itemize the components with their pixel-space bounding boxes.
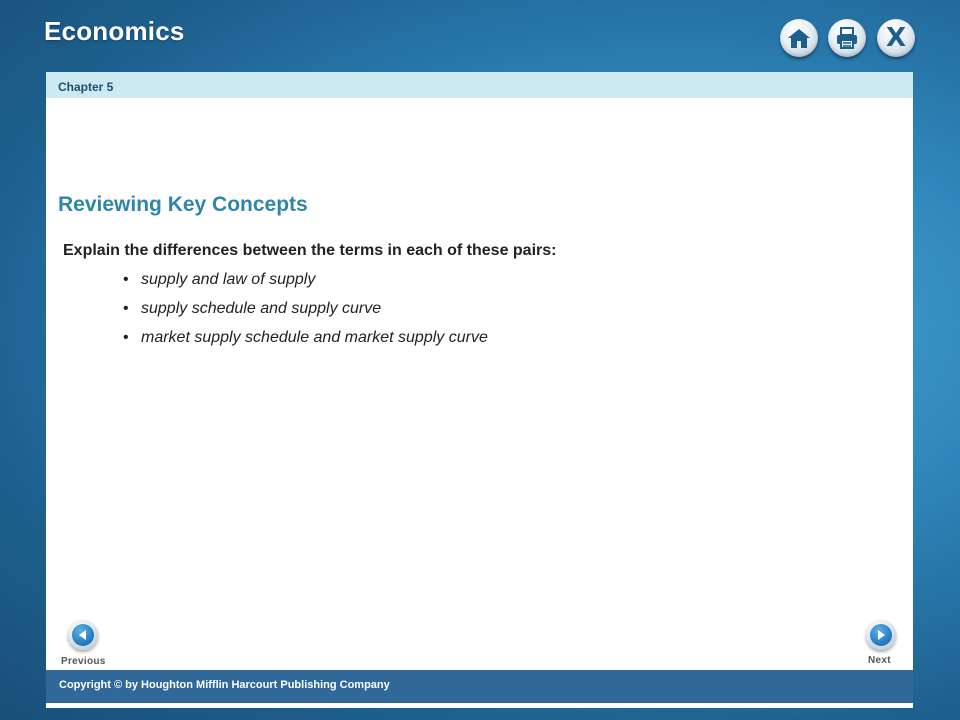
- home-icon: [787, 27, 811, 49]
- chapter-bar: [46, 72, 913, 98]
- list-item: [123, 270, 488, 299]
- section-title: Reviewing Key Concepts: [58, 193, 308, 216]
- close-button[interactable]: [877, 19, 915, 57]
- copyright-text: Copyright © by Houghton Mifflin Harcourt Publishing Company: [59, 679, 390, 691]
- content-panel: [46, 72, 913, 708]
- term-list: [123, 270, 488, 357]
- list-item-text: supply schedule and supply curve: [141, 300, 382, 317]
- next-button[interactable]: [866, 620, 896, 650]
- list-item-text: market supply schedule and market supply curve: [141, 329, 488, 346]
- bullet-icon: •: [123, 271, 129, 288]
- close-icon: X: [885, 23, 907, 53]
- footer-bar: [46, 670, 913, 703]
- chapter-label: Chapter 5: [58, 80, 114, 94]
- app-title: Economics: [44, 16, 185, 46]
- bullet-icon: •: [123, 300, 129, 317]
- print-button[interactable]: [828, 19, 866, 57]
- previous-label[interactable]: Previous: [61, 656, 106, 667]
- list-item-text: supply and law of supply: [141, 271, 316, 288]
- previous-arrow-icon: [77, 629, 89, 641]
- next-arrow-icon: [875, 629, 887, 641]
- list-item: [123, 299, 488, 328]
- previous-button[interactable]: [68, 620, 98, 650]
- printer-icon: [835, 26, 859, 50]
- home-button[interactable]: [780, 19, 818, 57]
- instruction-text: Explain the differences between the terms in each of these pairs:: [63, 242, 557, 259]
- list-item: [123, 328, 488, 357]
- bullet-icon: •: [123, 329, 129, 346]
- next-label[interactable]: Next: [868, 655, 891, 666]
